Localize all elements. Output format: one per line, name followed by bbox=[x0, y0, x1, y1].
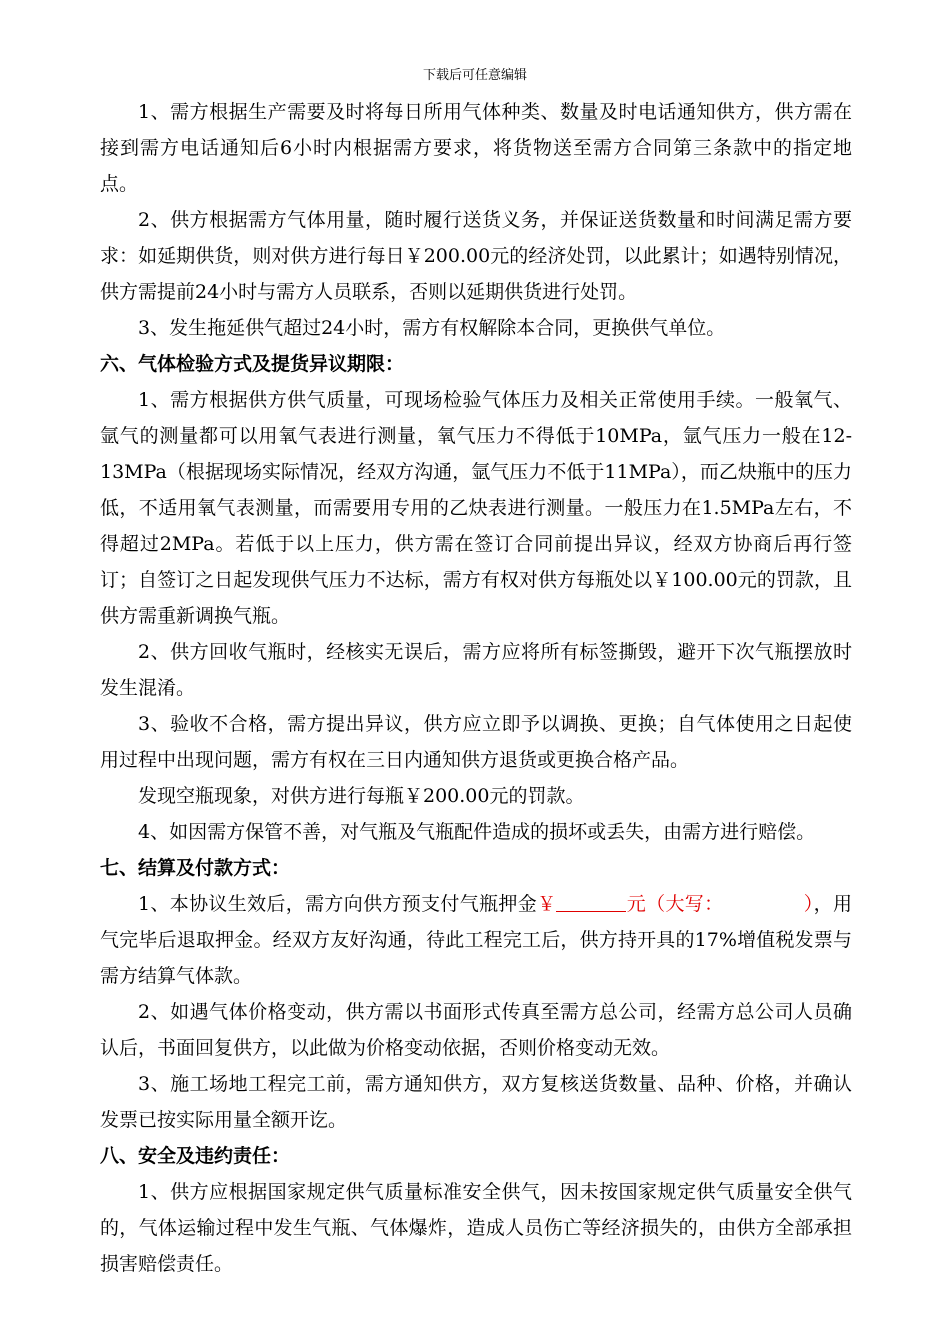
page-header: 下载后可任意编辑 bbox=[422, 68, 527, 83]
section-7-heading: 七、结算及付款方式： bbox=[100, 857, 291, 879]
deposit-unit-label: 元（大写： bbox=[626, 893, 724, 915]
clause-6-3: 3、验收不合格，需方提出异议，供方应立即予以调换、更换；自气体使用之日起使用过程中出现问题，需方有权在三日内通知供方退货或更换合格产品。 bbox=[100, 713, 852, 771]
clause-7-2: 2、如遇气体价格变动，供方需以书面形式传真至需方总公司，经需方总公司人员确认后，书面回复供方，以此做为价格变动依据，否则价格变动无效。 bbox=[100, 1001, 852, 1059]
clause-6-1: 1、需方根据供方供气质量，可现场检验气体压力及相关正常使用手续。一般氧气、氩气的测量都可以用氧气表进行测量，氧气压力不得低于10MPa，氩气压力一般在12-13MPa（根据现场实际情况，经双方沟通，氩气压力不低于11MPa），而乙炔瓶中的压力低，不适用氧气表测量，而需要用专用的乙炔表进行测量。一般压力在1.5MPa左右，不得超过2MPa。若低于以上压力，供方需在签订合同前提出异议，经双方协商后再行签订；自签订之日起发现供气压力不达标，需方有权对供方每瓶处以￥100.00元的罚款，且供方需重新调换气瓶。 bbox=[100, 389, 852, 627]
clause-5-3: 3、发生拖延供气超过24小时，需方有权解除本合同，更换供气单位。 bbox=[138, 317, 726, 339]
clause-6-4: 4、如因需方保管不善，对气瓶及气瓶配件造成的损坏或丢失，由需方进行赔偿。 bbox=[138, 821, 816, 843]
clause-7-1-post: ，用气完毕后退取押金。经双方友好沟通，待此工程完工后，供方持开具的17%增值税发票与需方结算气体款。 bbox=[100, 893, 852, 987]
deposit-amount-blank[interactable] bbox=[556, 893, 626, 912]
deposit-currency: ￥ bbox=[537, 893, 557, 915]
clause-6-3-note: 发现空瓶现象，对供方进行每瓶￥200.00元的罚款。 bbox=[138, 785, 585, 807]
clause-5-2: 2、供方根据需方气体用量，随时履行送货义务，并保证送货数量和时间满足需方要求：如延期供货，则对供方进行每日￥200.00元的经济处罚，以此累计；如遇特别情况，供方需提前24小时与需方人员联系，否则以延期供货进行处罚。 bbox=[100, 209, 852, 303]
clause-7-3: 3、施工场地工程完工前，需方通知供方，双方复核送货数量、品种、价格，并确认发票已按实际用量全额开讫。 bbox=[100, 1073, 852, 1131]
clause-8-1: 1、供方应根据国家规定供气质量标准安全供气，因未按国家规定供气质量安全供气的，气体运输过程中发生气瓶、气体爆炸，造成人员伤亡等经济损失的，由供方全部承担损害赔偿责任。 bbox=[100, 1181, 852, 1275]
deposit-close-paren: ） bbox=[803, 893, 814, 915]
clause-6-2: 2、供方回收气瓶时，经核实无误后，需方应将所有标签撕毁，避开下次气瓶摆放时发生混淆。 bbox=[100, 641, 852, 699]
clause-7-1-pre: 1、本协议生效后，需方向供方预支付气瓶押金 bbox=[138, 893, 538, 915]
section-8-heading: 八、安全及违约责任： bbox=[100, 1145, 291, 1167]
section-6-heading: 六、气体检验方式及提货异议期限： bbox=[100, 353, 405, 375]
document-body bbox=[100, 94, 852, 1282]
clause-5-1: 1、需方根据生产需要及时将每日所用气体种类、数量及时电话通知供方，供方需在接到需方电话通知后6小时内根据需方要求，将货物送至需方合同第三条款中的指定地点。 bbox=[100, 101, 852, 195]
clause-7-1 bbox=[100, 886, 852, 994]
